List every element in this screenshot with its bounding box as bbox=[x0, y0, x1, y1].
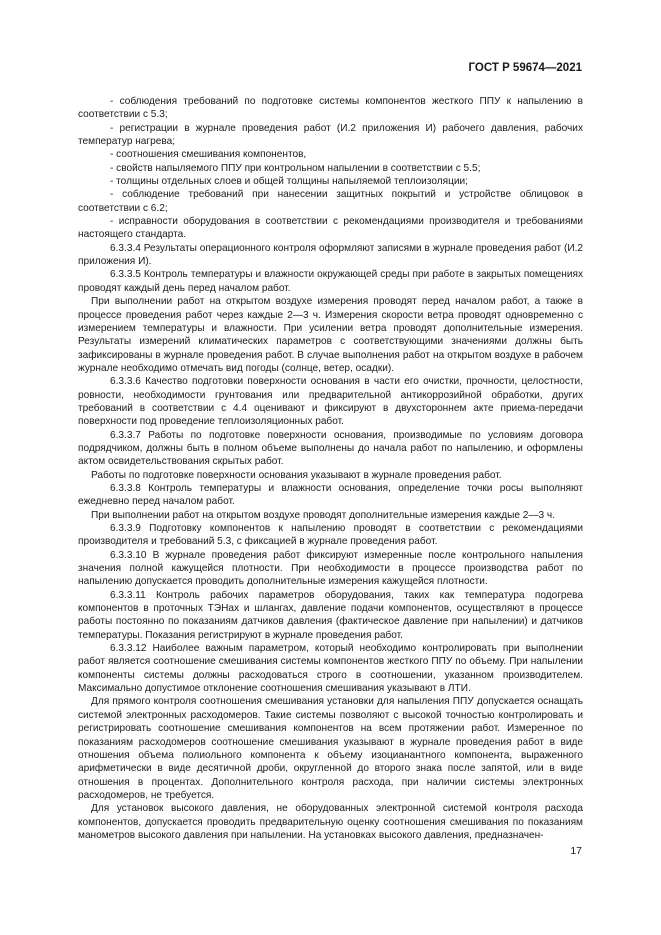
paragraph: 6.3.3.8 Контроль температуры и влажности основания, определение точки росы выполняют ежедневно перед началом работ. bbox=[78, 482, 583, 508]
paragraph: 6.3.3.7 Работы по подготовке поверхности основания, производимые по условиям договора подрядчиком, должны быть в полном объеме выполнены до начала работ по напылению, и оформлены актом освидетельствования скрытых работ. bbox=[78, 429, 583, 468]
paragraph: 6.3.3.12 Наиболее важным параметром, который необходимо контролировать при выполнении работ является соотношение смешивания системы компонентов жесткого ППУ по объему. При напылении компоненты системы должны расходоваться строго в соотношении, указанном производителем. Максимально допустимое отклонение соотношения смешивания указывают в ЛТИ. bbox=[78, 643, 583, 695]
document-body bbox=[78, 95, 583, 842]
paragraph: 6.3.3.11 Контроль рабочих параметров оборудования, таких как температура подогрева компонентов в проточных ТЭНах и шлангах, давление подачи компонентов, осуществляют в процессе работы постоянно по показаниям датчиков давления (фактическое давление при напылении) и датчиков температуры. Показания регистрируют в журнале проведения работ. bbox=[78, 589, 583, 641]
page-number: 17 bbox=[570, 845, 582, 857]
paragraph: - соблюдения требований по подготовке системы компонентов жесткого ППУ к напылению в соответствии с 5.3; bbox=[78, 96, 583, 121]
paragraph: 6.3.3.6 Качество подготовки поверхности основания в части его очистки, прочности, целостности, ровности, необходимости грунтования или предварительной антикоррозийной обработки, других требований в соответствии с 4.4 оценивают и фиксируют в двухстороннем акте приема-передачи поверхности под проведение теплоизоляционных работ. bbox=[78, 376, 583, 428]
paragraph: 6.3.3.9 Подготовку компонентов к напылению проводят в соответствии с рекомендациями производителя и требований 5.3, с фиксацией в журнале проведения работ. bbox=[78, 523, 583, 548]
paragraph: - свойств напыляемого ППУ при контрольном напылении в соответствии с 5.5; bbox=[110, 162, 481, 174]
paragraph: - соблюдение требований при нанесении защитных покрытий и устройстве облицовок в соответствии с 6.2; bbox=[78, 189, 583, 214]
paragraph: Для установок высокого давления, не оборудованных электронной системой контроля расхода компонентов, допускается проводить предварительную оценку соотношения смешивания по показаниям манометров высокого давления при напылении. На установках высокого давления, предназначен- bbox=[78, 803, 583, 841]
paragraph: При выполнении работ на открытом воздухе измерения проводят перед началом работ, а также в процессе проведения работ через каждые 2—3 ч. Измерения скорости ветра проводят одновременно с измерением температуры и влажности. При усилении ветра проводят дополнительные измерения. Результаты измерений климатических параметров с соответствующими значениями должны быть зафиксированы в журнале проведения работ. В случае выполнения работ на открытом воздухе в рабочем журнале необходимо отмечать вид погоды (солнце, ветер, осадки). bbox=[78, 296, 583, 374]
document-header: ГОСТ Р 59674—2021 bbox=[468, 62, 582, 74]
paragraph: - соотношения смешивания компонентов, bbox=[110, 149, 307, 161]
paragraph: Работы по подготовке поверхности основания указывают в журнале проведения работ. bbox=[91, 469, 502, 481]
paragraph: 6.3.3.4 Результаты операционного контроля оформляют записями в журнале проведения работ (И.2 приложения И). bbox=[78, 242, 583, 268]
paragraph: При выполнении работ на открытом воздухе проводят дополнительные измерения каждые 2—3 ч. bbox=[91, 509, 555, 521]
paragraph: Для прямого контроля соотношения смешивания установки для напыления ППУ допускается оснащать системой электронных расходомеров. Такие системы позволяют с высокой точностью контролировать и регистрировать соотношение смешивания компонентов на всем протяжении работ. Измеренное по показаниям расходомеров соотношение смешивания указывают в журнале проведения работ в виде отношения объема полиольного компонента к объему изоцианантного компонента, выраженного арифметически в виде десятичной дроби, округленной до второго знака после запятой, или в виде отношения в процентах. Дополнительного контроля расхода, при наличии системы электронных расходомеров, не требуется. bbox=[78, 696, 583, 801]
paragraph: 6.3.3.10 В журнале проведения работ фиксируют измеренные после контрольного напыления значения полной кажущейся плотности. При необходимости в процессе производства работ по напылению допускается проводить дополнительные измерения кажущейся плотности. bbox=[78, 549, 583, 588]
paragraph: - исправности оборудования в соответствии с рекомендациями производителя и требованиями настоящего стандарта. bbox=[78, 216, 583, 241]
paragraph: 6.3.3.5 Контроль температуры и влажности окружающей среды при работе в закрытых помещениях проводят каждый день перед началом работ. bbox=[78, 269, 583, 294]
paragraph: - толщины отдельных слоев и общей толщины напыляемой теплоизоляции; bbox=[110, 176, 468, 188]
paragraph: - регистрации в журнале проведения работ (И.2 приложения И) рабочего давления, рабочих температур нагрева; bbox=[78, 122, 583, 148]
